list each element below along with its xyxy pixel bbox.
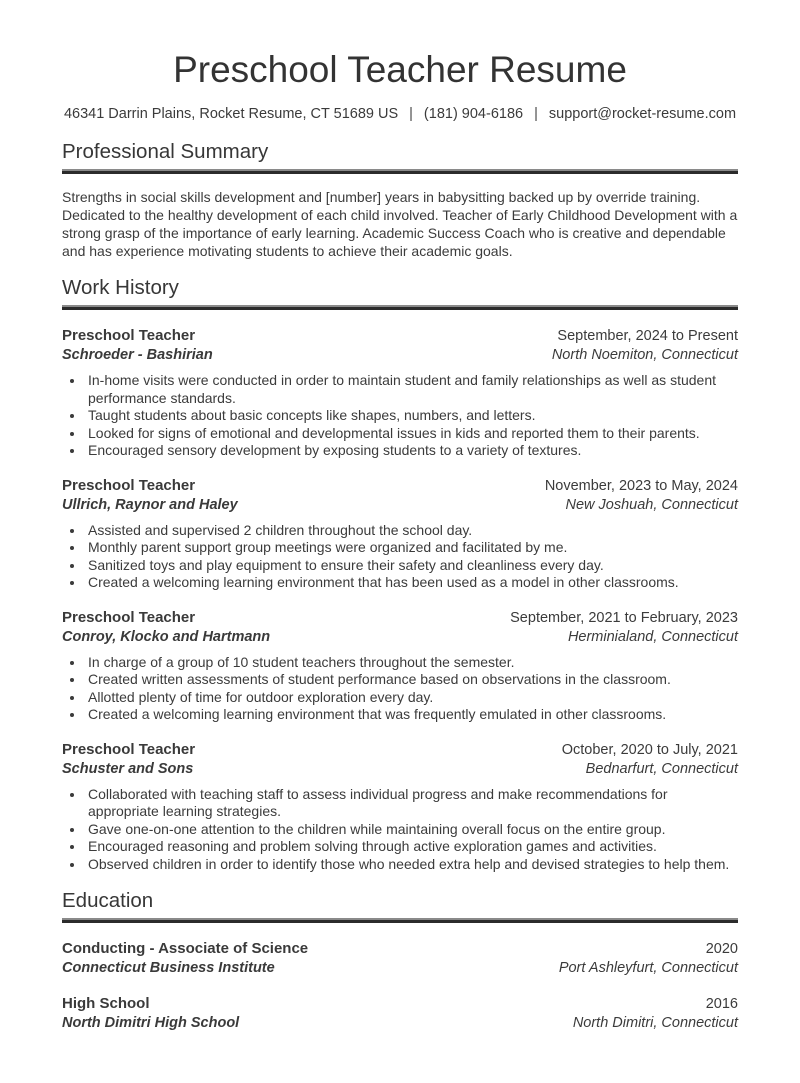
job-subheader-row bbox=[62, 628, 738, 647]
summary-heading: Professional Summary bbox=[62, 140, 269, 163]
job-location: North Noemiton, Connecticut bbox=[551, 347, 738, 363]
job-bullet: • Monthly parent support group meetings were organized and facilitated by me. bbox=[85, 539, 738, 557]
education-degree: Conducting - Associate of Science bbox=[62, 940, 309, 957]
job-bullet: • Allotted plenty of time for outdoor exploration every day. bbox=[85, 689, 738, 707]
summary-text: Strengths in social skills development and [number] years in babysitting backed up by override training. Dedicated to the healthy development of each child involved. Teacher of Early Childhood Development with a strong grasp of the importance of early learning. Academic Success Coach who is creative and dependable and has experience motivating students to achieve their academic goals. bbox=[62, 189, 738, 259]
education-location: North Dimitri, Connecticut bbox=[572, 1015, 738, 1031]
job-location: Herminialand, Connecticut bbox=[567, 628, 738, 645]
job-title: Preschool Teacher bbox=[62, 608, 196, 626]
job-bullet: • In charge of a group of 10 student teachers throughout the semester. bbox=[85, 654, 738, 672]
job-title: Preschool Teacher bbox=[62, 327, 196, 344]
education-header-row bbox=[62, 994, 738, 1014]
job-entry bbox=[62, 476, 738, 592]
education-year: 2020 bbox=[705, 941, 738, 957]
job-company: Conroy, Klocko and Hartmann bbox=[62, 628, 271, 645]
contact-address: 46341 Darrin Plains, Rocket Resume, CT 51689 US bbox=[63, 106, 399, 122]
job-bullet: • In-home visits were conducted in order to maintain student and family relationships as well as student performance standards. bbox=[85, 372, 738, 407]
education-school: Connecticut Business Institute bbox=[62, 960, 275, 976]
job-bullet: • Assisted and supervised 2 children throughout the school day. bbox=[85, 522, 738, 540]
job-entry bbox=[62, 608, 738, 724]
job-bullets bbox=[62, 786, 738, 874]
job-bullets bbox=[62, 372, 738, 460]
contact-separator: | bbox=[409, 106, 413, 122]
education-subheader-row bbox=[62, 1014, 738, 1033]
job-bullet: • Created a welcoming learning environment that has been used as a model in other classrooms. bbox=[85, 574, 738, 592]
job-header-row bbox=[62, 740, 738, 760]
job-subheader-row bbox=[62, 496, 738, 515]
job-dates: September, 2021 to February, 2023 bbox=[510, 609, 738, 626]
job-bullet: • Sanitized toys and play equipment to ensure their safety and cleanliness every day. bbox=[85, 557, 738, 575]
section-professional-summary bbox=[62, 139, 738, 260]
job-bullet: • Taught students about basic concepts like shapes, numbers, and letters. bbox=[85, 407, 738, 425]
education-entry bbox=[62, 994, 738, 1033]
education-year: 2016 bbox=[705, 996, 738, 1012]
job-dates: September, 2024 to Present bbox=[557, 328, 738, 344]
job-bullet: • Created a welcoming learning environment that was frequently emulated in other classrooms. bbox=[85, 706, 738, 724]
section-divider bbox=[62, 169, 738, 174]
job-company: Schroeder - Bashirian bbox=[62, 347, 213, 363]
job-dates: October, 2020 to July, 2021 bbox=[561, 741, 738, 758]
job-bullet: • Collaborated with teaching staff to assess individual progress and make recommendations for appropriate learning strategies. bbox=[85, 786, 738, 821]
education-entry bbox=[62, 939, 738, 978]
education-location: Port Ashleyfurt, Connecticut bbox=[558, 960, 738, 976]
contact-email: support@rocket-resume.com bbox=[548, 106, 737, 122]
job-header-row bbox=[62, 476, 738, 496]
page-title: Preschool Teacher Resume bbox=[173, 49, 627, 90]
job-entry bbox=[62, 740, 738, 874]
education-subheader-row bbox=[62, 959, 738, 978]
job-header-row bbox=[62, 608, 738, 628]
job-header-row bbox=[62, 326, 738, 346]
job-dates: November, 2023 to May, 2024 bbox=[544, 477, 738, 494]
job-bullet: • Encouraged reasoning and problem solving through active exploration games and activities. bbox=[85, 838, 738, 856]
contact-separator: | bbox=[534, 106, 538, 122]
job-title: Preschool Teacher bbox=[62, 740, 196, 758]
job-subheader-row bbox=[62, 346, 738, 365]
education-school: North Dimitri High School bbox=[62, 1015, 240, 1031]
resume-page bbox=[0, 48, 800, 1083]
work-history-heading: Work History bbox=[62, 276, 179, 299]
education-degree: High School bbox=[62, 995, 150, 1012]
education-header-row bbox=[62, 939, 738, 959]
section-divider bbox=[62, 305, 738, 310]
job-bullet: • Looked for signs of emotional and developmental issues in kids and reported them to their parents. bbox=[85, 425, 738, 443]
job-company: Schuster and Sons bbox=[62, 760, 194, 777]
job-bullet: • Created written assessments of student performance based on observations in the classroom. bbox=[85, 671, 738, 689]
job-bullets bbox=[62, 654, 738, 724]
job-bullet: • Encouraged sensory development by exposing students to a variety of textures. bbox=[85, 442, 738, 460]
job-bullets bbox=[62, 522, 738, 592]
job-company: Ullrich, Raynor and Haley bbox=[62, 496, 238, 513]
contact-line bbox=[62, 104, 738, 124]
section-education bbox=[62, 888, 738, 1033]
job-subheader-row bbox=[62, 760, 738, 779]
job-bullet: • Observed children in order to identify those who needed extra help and devised strategies to help them. bbox=[85, 856, 738, 874]
job-location: New Joshuah, Connecticut bbox=[565, 496, 738, 513]
job-entry bbox=[62, 326, 738, 460]
section-work-history bbox=[62, 275, 738, 873]
education-heading: Education bbox=[62, 889, 154, 912]
contact-phone: (181) 904-6186 bbox=[423, 106, 524, 122]
section-divider bbox=[62, 918, 738, 923]
job-bullet: • Gave one-on-one attention to the children while maintaining overall focus on the entire group. bbox=[85, 821, 738, 839]
job-location: Bednarfurt, Connecticut bbox=[585, 760, 738, 777]
job-title: Preschool Teacher bbox=[62, 476, 196, 494]
